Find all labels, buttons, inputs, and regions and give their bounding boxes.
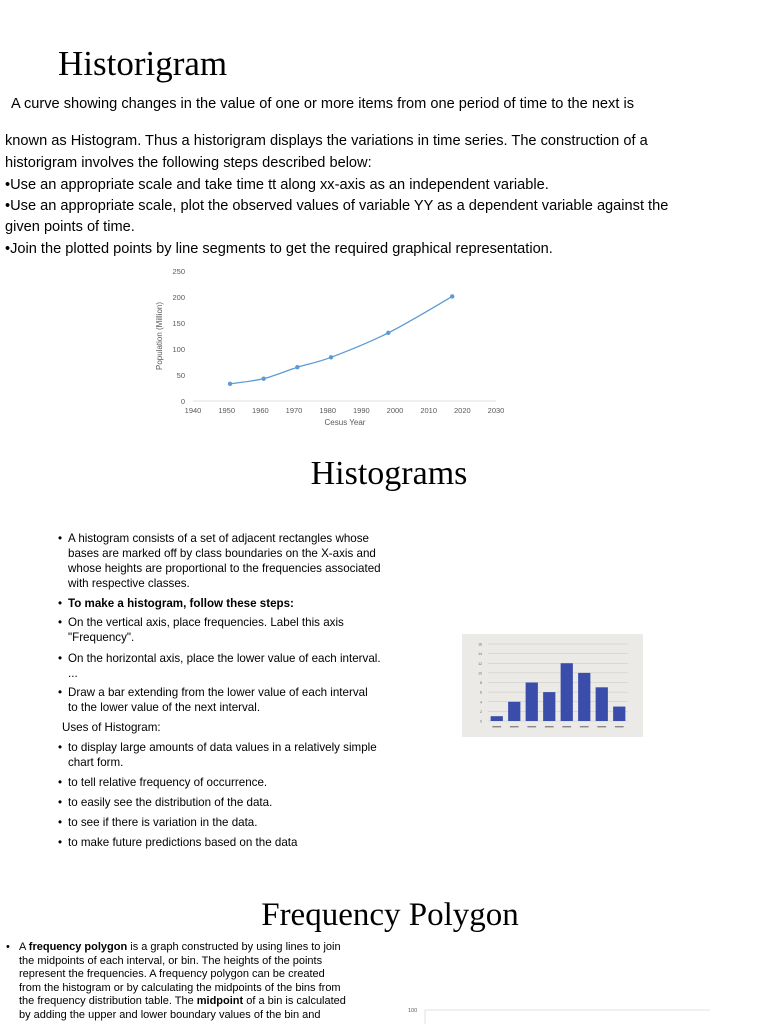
x-tick-label: [597, 726, 606, 727]
x-tick-label: 2020: [453, 406, 471, 415]
x-tick-label: [492, 726, 501, 727]
histogram-bar: [491, 716, 503, 721]
fp-line-4: from the histogram or by calculating the midpoints of the bins from: [19, 981, 341, 994]
step-2-line-1: •Use an appropriate scale, plot the observed values of variable YY as a dependent variable against the: [5, 198, 669, 214]
bullet-4-line-1: On the horizontal axis, place the lower value of each interval.: [68, 652, 381, 665]
data-point: [450, 294, 454, 298]
use-1-line-2: chart form.: [68, 756, 124, 769]
frequency-polygon-paragraph: • A frequency polygon is a graph constructed by using lines to join the midpoints of each interval, or bin. The heights of the points represent the frequencies. A frequency polygon can be created from the histogram or by calculating the midpoints of the bins from the frequency distribution table. The midpoint of a bin is calculated by adding the upper and lower boundary values of the bin and: [6, 941, 346, 1021]
histogram-bullet-3: • On the vertical axis, place frequencies. Label this axis "Frequency".: [58, 616, 344, 644]
bullet-1-line-2: bases are marked off by class boundaries on the X-axis and: [68, 547, 376, 560]
data-point: [295, 365, 299, 369]
histogram-bar: [596, 687, 608, 721]
use-bullet-1: • to display large amounts of data values in a relatively simple chart form.: [58, 741, 377, 769]
bullet-3-line-1: On the vertical axis, place frequencies. Label this axis: [68, 616, 344, 629]
y-tick-label: 50: [176, 371, 185, 380]
histogram-bullet-4: • On the horizontal axis, place the lower value of each interval. ...: [58, 652, 381, 680]
histogram-bar: [543, 692, 555, 721]
x-tick-label: [615, 726, 624, 727]
step-3: •Join the plotted points by line segments to get the required graphical representation.: [5, 241, 553, 257]
histogram-bar: [526, 683, 538, 722]
x-tick-label: 2000: [386, 406, 404, 415]
fp-chart-tick: 100: [408, 1008, 418, 1014]
y-tick-label: 250: [172, 267, 185, 276]
x-tick-label: 2010: [420, 406, 438, 415]
histogram-bar: [613, 707, 625, 721]
y-tick-label: 0: [480, 719, 482, 724]
x-tick-label: [545, 726, 554, 727]
fp-line-2: the midpoints of each interval, or bin. The heights of the points: [19, 954, 323, 967]
histogram-bar: [561, 663, 573, 721]
frequency-polygon-chart: [400, 1000, 720, 1024]
y-tick-label: 12: [478, 661, 482, 666]
data-point: [262, 376, 266, 380]
x-tick-label: 1950: [218, 406, 236, 415]
y-tick-label: 150: [172, 319, 185, 328]
y-tick-label: 14: [478, 652, 482, 657]
uses-title: Uses of Histogram:: [62, 721, 161, 734]
y-axis-label: Population (Million): [155, 301, 164, 371]
intro-line-1: A curve showing changes in the value of one or more items from one period of time to the next is: [11, 96, 634, 112]
population-series-line: [230, 296, 452, 383]
x-tick-label: [510, 726, 519, 727]
use-3-text: to easily see the distribution of the data.: [68, 796, 273, 809]
use-4-text: to see if there is variation in the data.: [68, 816, 258, 829]
bullet-5-line-2: to the lower value of the next interval.: [68, 701, 261, 714]
use-bullet-4: • to see if there is variation in the data.: [58, 816, 258, 829]
x-tick-label: [562, 726, 571, 727]
bullet-3-line-2: "Frequency".: [68, 631, 135, 644]
bullet-1-line-3: whose heights are proportional to the frequencies associated: [68, 562, 381, 575]
x-tick-label: 1940: [184, 406, 202, 415]
x-tick-label: [580, 726, 589, 727]
bar-chart-background: [462, 634, 643, 737]
y-tick-label: 0: [180, 397, 185, 406]
y-tick-label: 10: [478, 671, 482, 676]
data-point: [228, 382, 232, 386]
fp-line-3: represent the frequencies. A frequency polygon can be created: [19, 968, 325, 981]
bullet-1-line-1: A histogram consists of a set of adjacent rectangles whose: [68, 532, 369, 545]
data-point: [329, 355, 333, 359]
histogram-bullet-5: • Draw a bar extending from the lower value of each interval to the lower value of the next interval.: [58, 686, 368, 714]
histogram-bullet-1: • A histogram consists of a set of adjacent rectangles whose bases are marked off by class boundaries on the X-axis and whose heights are proportional to the frequencies associated with respective classes.: [58, 532, 381, 590]
intro-line-2: known as Histogram. Thus a historigram displays the variations in time series. The construction of a: [5, 133, 648, 149]
fp-line-6: by adding the upper and lower boundary values of the bin and: [19, 1008, 321, 1021]
use-5-text: to make future predictions based on the data: [68, 836, 298, 849]
y-tick-label: 6: [480, 690, 482, 695]
histogram-bullet-2: • To make a histogram, follow these steps:: [58, 597, 294, 610]
histogram-bar: [578, 673, 590, 721]
bullet-1-line-4: with respective classes.: [68, 577, 190, 590]
use-bullet-2: • to tell relative frequency of occurrence.: [58, 776, 268, 789]
histogram-bar-chart: [462, 634, 643, 737]
histograms-title: Histograms: [310, 455, 468, 492]
fp-line-1: A frequency polygon is a graph constructed by using lines to join: [19, 941, 341, 953]
y-tick-label: 8: [480, 681, 482, 685]
step-1: •Use an appropriate scale and take time tt along xx-axis as an independent variable.: [5, 177, 549, 193]
x-tick-label: 1980: [319, 406, 337, 415]
y-tick-label: 2: [480, 709, 482, 714]
x-tick-label: 2030: [487, 406, 505, 415]
x-axis-label: Cesus Year: [324, 418, 366, 427]
bullet-4-line-2: ...: [68, 667, 78, 680]
histogram-bar: [508, 702, 520, 721]
y-tick-label: 200: [172, 293, 185, 302]
frequency-polygon-title: Frequency Polygon: [261, 897, 519, 933]
x-tick-label: [527, 726, 536, 727]
y-tick-label: 16: [478, 642, 482, 647]
x-tick-label: 1960: [251, 406, 269, 415]
data-point: [386, 331, 390, 335]
step-2-line-2: given points of time.: [5, 219, 135, 235]
historigram-title: Historigram: [58, 44, 228, 83]
population-line-chart: [150, 262, 520, 432]
use-2-text: to tell relative frequency of occurrence.: [68, 776, 268, 789]
intro-line-3: historigram involves the following steps described below:: [5, 155, 372, 171]
use-bullet-5: • to make future predictions based on the data: [58, 836, 298, 849]
bullet-5-line-1: Draw a bar extending from the lower value of each interval: [68, 686, 368, 699]
x-tick-label: 1990: [352, 406, 370, 415]
bullet-2-text: To make a histogram, follow these steps:: [68, 597, 294, 610]
y-tick-label: 4: [480, 700, 482, 705]
fp-line-5: the frequency distribution table. The midpoint of a bin is calculated: [19, 995, 346, 1008]
use-1-line-1: to display large amounts of data values in a relatively simple: [68, 741, 377, 754]
use-bullet-3: • to easily see the distribution of the data.: [58, 796, 273, 809]
x-tick-label: 1970: [285, 406, 303, 415]
y-tick-label: 100: [172, 345, 185, 354]
